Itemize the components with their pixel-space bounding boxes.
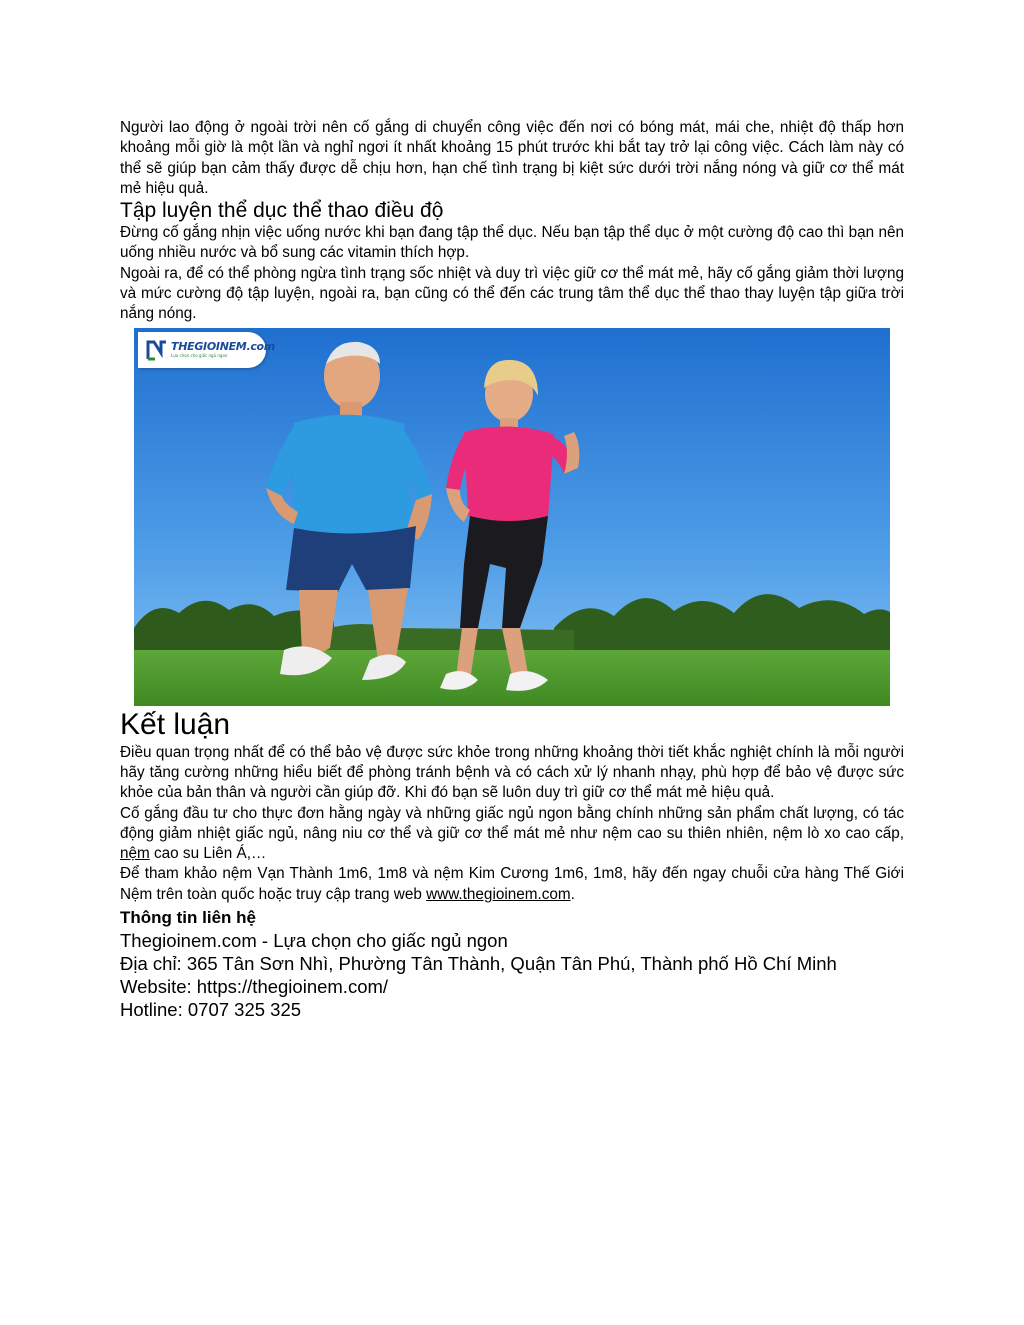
website-link[interactable]: www.thegioinem.com: [426, 885, 571, 903]
nem-link[interactable]: nệm: [120, 845, 150, 863]
walking-couple-photo: [134, 328, 890, 706]
photo-illustration: [134, 328, 890, 706]
logo-n-icon: [146, 339, 168, 361]
conclusion-p2-text-a: Cố gắng đầu tư cho thực đơn hằng ngày và những giấc ngủ ngon bằng chính những sản phẩm chất lượng, có tác động giảm nhiệt giấc ngủ, nâng niu cơ thể và giữ cơ thể mát mẻ như nệm cao su thiên nhiên, nệm lò xo cao cấp,: [120, 804, 904, 842]
contact-heading: Thông tin liên hệ: [120, 908, 256, 928]
conclusion-p3-text-b: .: [570, 885, 575, 903]
contact-line-address: Địa chỉ: 365 Tân Sơn Nhì, Phường Tân Thành, Quận Tân Phú, Thành phố Hồ Chí Minh: [120, 953, 837, 975]
document-page: [120, 118, 904, 1021]
exercise-heading: Tập luyện thể dục thể thao điều độ: [120, 199, 444, 223]
contact-line-brand: Thegioinem.com - Lựa chọn cho giấc ngủ ngon: [120, 930, 508, 952]
conclusion-paragraph-2: [120, 804, 904, 865]
contact-line-hotline: Hotline: 0707 325 325: [120, 999, 302, 1021]
conclusion-paragraph-1: Điều quan trọng nhất để có thể bảo vệ được sức khỏe trong những khoảng thời tiết khắc nghiệt chính là mỗi người hãy tăng cường những hiểu biết để phòng tránh bệnh và có cách xử lý nhanh nhạy, phù hợp để bảo vệ được sức khỏe của bản thân và người cần giúp đỡ. Khi đó bạn sẽ luôn duy trì giữ cơ thể mát mẻ hiệu quả.: [120, 743, 904, 802]
exercise-paragraph-1: Đừng cố gắng nhịn việc uống nước khi bạn đang tập thể dục. Nếu bạn tập thể dục ở một cường độ cao thì bạn nên uống nhiều nước và bổ sung các vitamin thích hợp.: [120, 224, 904, 262]
contact-line-website: Website: https://thegioinem.com/: [120, 976, 389, 998]
conclusion-heading: Kết luận: [120, 707, 231, 741]
logo-name: THEGIOINEM.com: [171, 340, 275, 354]
exercise-paragraph-2: Ngoài ra, để có thể phòng ngừa tình trạng sốc nhiệt và duy trì việc giữ cơ thể mát mẻ, hãy cố gắng giảm thời lượng và mức cường độ tập luyện, ngoài ra, bạn cũng có thể đến các trung tâm thể dục thể thao thay luyện tập giữa trời nắng nóng.: [120, 264, 904, 323]
conclusion-p2-text-b: cao su Liên Á,…: [149, 845, 267, 863]
logo-tagline: Lựa chọn cho giấc ngủ ngon: [171, 353, 228, 359]
intro-paragraph: Người lao động ở ngoài trời nên cố gắng di chuyển công việc đến nơi có bóng mát, mái che, nhiệt độ thấp hơn khoảng mỗi giờ là một lần và nghỉ ngơi ít nhất khoảng 15 phút trước khi bắt tay trở lại công việc. Cách làm này có thể sẽ giúp bạn cảm thấy được dễ chịu hơn, hạn chế tình trạng bị kiệt sức dưới trời nắng nóng và giữ cơ thể mát mẻ hiệu quả.: [120, 119, 904, 197]
conclusion-paragraph-3: [120, 864, 904, 905]
conclusion-p3-text-a: Để tham khảo nệm Vạn Thành 1m6, 1m8 và nệm Kim Cương 1m6, 1m8, hãy đến ngay chuỗi cửa hàng Thế Giới Nệm trên toàn quốc hoặc truy cập trang web: [120, 865, 904, 903]
brand-logo: [138, 332, 275, 368]
